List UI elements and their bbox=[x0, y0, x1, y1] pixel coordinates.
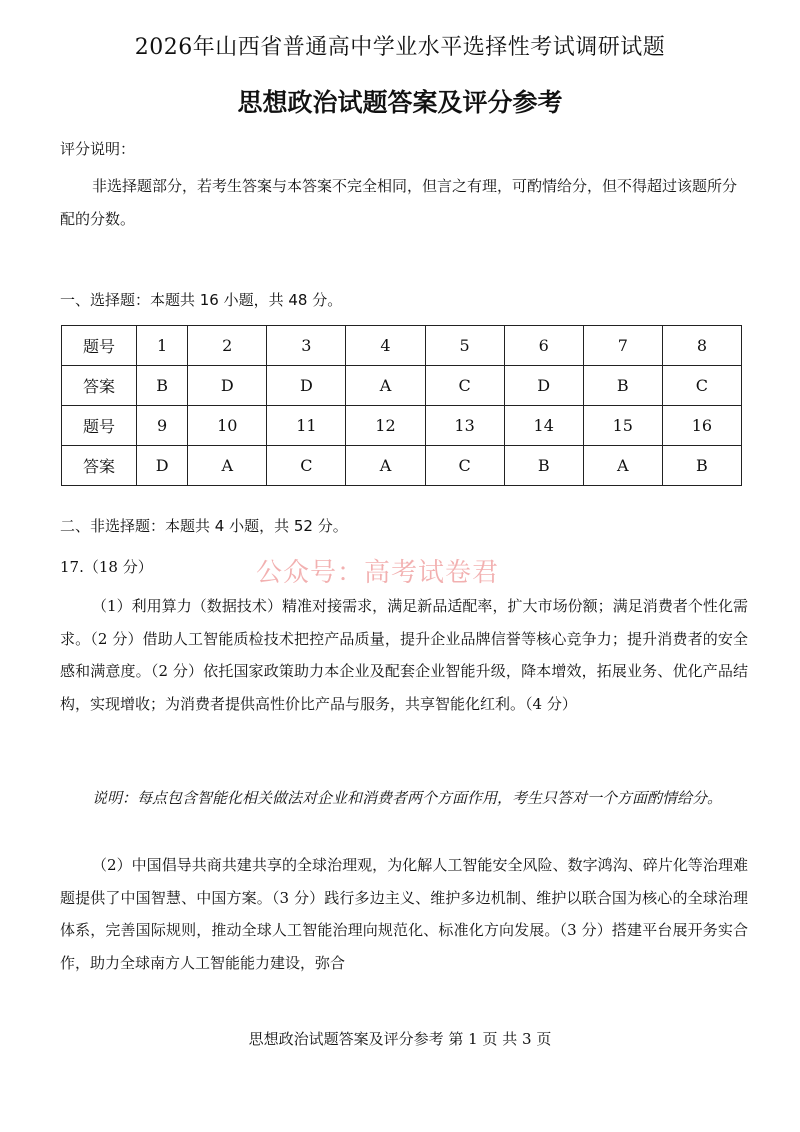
question-number: 5 bbox=[425, 326, 504, 366]
question-number: 6 bbox=[504, 326, 583, 366]
answer-cell: B bbox=[137, 366, 188, 406]
watermark: 公众号：高考试卷君 bbox=[256, 558, 500, 588]
scoring-note-label: 评分说明： bbox=[60, 140, 136, 158]
answer-cell: B bbox=[583, 366, 662, 406]
section1-heading: 一、选择题：本题共 16 小题，共 48 分。 bbox=[60, 291, 343, 309]
question-number: 10 bbox=[188, 406, 267, 446]
answer-cell: B bbox=[662, 446, 741, 486]
table-row bbox=[62, 366, 742, 406]
question-number: 14 bbox=[504, 406, 583, 446]
row-label-number: 题号 bbox=[62, 326, 137, 366]
question-number: 1 bbox=[137, 326, 188, 366]
section2-heading: 二、非选择题：本题共 4 小题，共 52 分。 bbox=[60, 517, 348, 535]
question-number: 9 bbox=[137, 406, 188, 446]
page-title: 2026年山西省普通高中学业水平选择性考试调研试题 bbox=[134, 35, 666, 60]
answer-cell: A bbox=[346, 366, 425, 406]
question-number: 3 bbox=[267, 326, 346, 366]
answer-cell: D bbox=[267, 366, 346, 406]
question-number: 2 bbox=[188, 326, 267, 366]
table-row bbox=[62, 406, 742, 446]
row-label-answer: 答案 bbox=[62, 366, 137, 406]
answer-cell: A bbox=[583, 446, 662, 486]
answer-cell: C bbox=[662, 366, 741, 406]
answer-cell: A bbox=[188, 446, 267, 486]
row-label-number: 题号 bbox=[62, 406, 137, 446]
question-number: 16 bbox=[662, 406, 741, 446]
answer-cell: C bbox=[267, 446, 346, 486]
answer-cell: D bbox=[504, 366, 583, 406]
question-17-scoring-note: 说明：每点包含智能化相关做法对企业和消费者两个方面作用，考生只答对一个方面酌情给分。 bbox=[92, 789, 723, 807]
page-subtitle: 思想政治试题答案及评分参考 bbox=[237, 88, 563, 117]
answer-cell: D bbox=[188, 366, 267, 406]
answer-cell: D bbox=[137, 446, 188, 486]
table-row bbox=[62, 446, 742, 486]
answer-cell: B bbox=[504, 446, 583, 486]
answer-cell: A bbox=[346, 446, 425, 486]
question-17-part1-answer: （1）利用算力（数据技术）精准对接需求，满足新品适配率，扩大市场份额；满足消费者个性化需求。（2 分）借助人工智能质检技术把控产品质量，提升企业品牌信誉等核心竞争力；提升消费者的安全感和满意度。（2 分）依托国家政策助力本企业及配套企业智能升级，降本增效，拓展业务、优化产品结构，实现增收；为消费者提供高性价比产品与服务，共享智能化红利。（4 分） bbox=[60, 597, 748, 713]
question-number: 15 bbox=[583, 406, 662, 446]
question-number: 8 bbox=[662, 326, 741, 366]
answer-cell: C bbox=[425, 446, 504, 486]
question-number: 7 bbox=[583, 326, 662, 366]
question-17-label: 17.（18 分） bbox=[60, 558, 153, 576]
table-row bbox=[62, 326, 742, 366]
answer-cell: C bbox=[425, 366, 504, 406]
question-number: 4 bbox=[346, 326, 425, 366]
question-number: 12 bbox=[346, 406, 425, 446]
page-footer: 思想政治试题答案及评分参考 第 1 页 共 3 页 bbox=[248, 1030, 552, 1048]
question-number: 13 bbox=[425, 406, 504, 446]
answer-table bbox=[61, 325, 742, 486]
scoring-note-text: 非选择题部分，若考生答案与本答案不完全相同，但言之有理，可酌情给分，但不得超过该题所分配的分数。 bbox=[60, 177, 738, 228]
row-label-answer: 答案 bbox=[62, 446, 137, 486]
question-number: 11 bbox=[267, 406, 346, 446]
question-17-part2-answer: （2）中国倡导共商共建共享的全球治理观，为化解人工智能安全风险、数字鸿沟、碎片化等治理难题提供了中国智慧、中国方案。（3 分）践行多边主义、维护多边机制、维护以联合国为核心的全球治理体系，完善国际规则，推动全球人工智能治理向规范化、标准化方向发展。（3 分）搭建平台展开务实合作，助力全球南方人工智能能力建设，弥合 bbox=[60, 856, 748, 972]
